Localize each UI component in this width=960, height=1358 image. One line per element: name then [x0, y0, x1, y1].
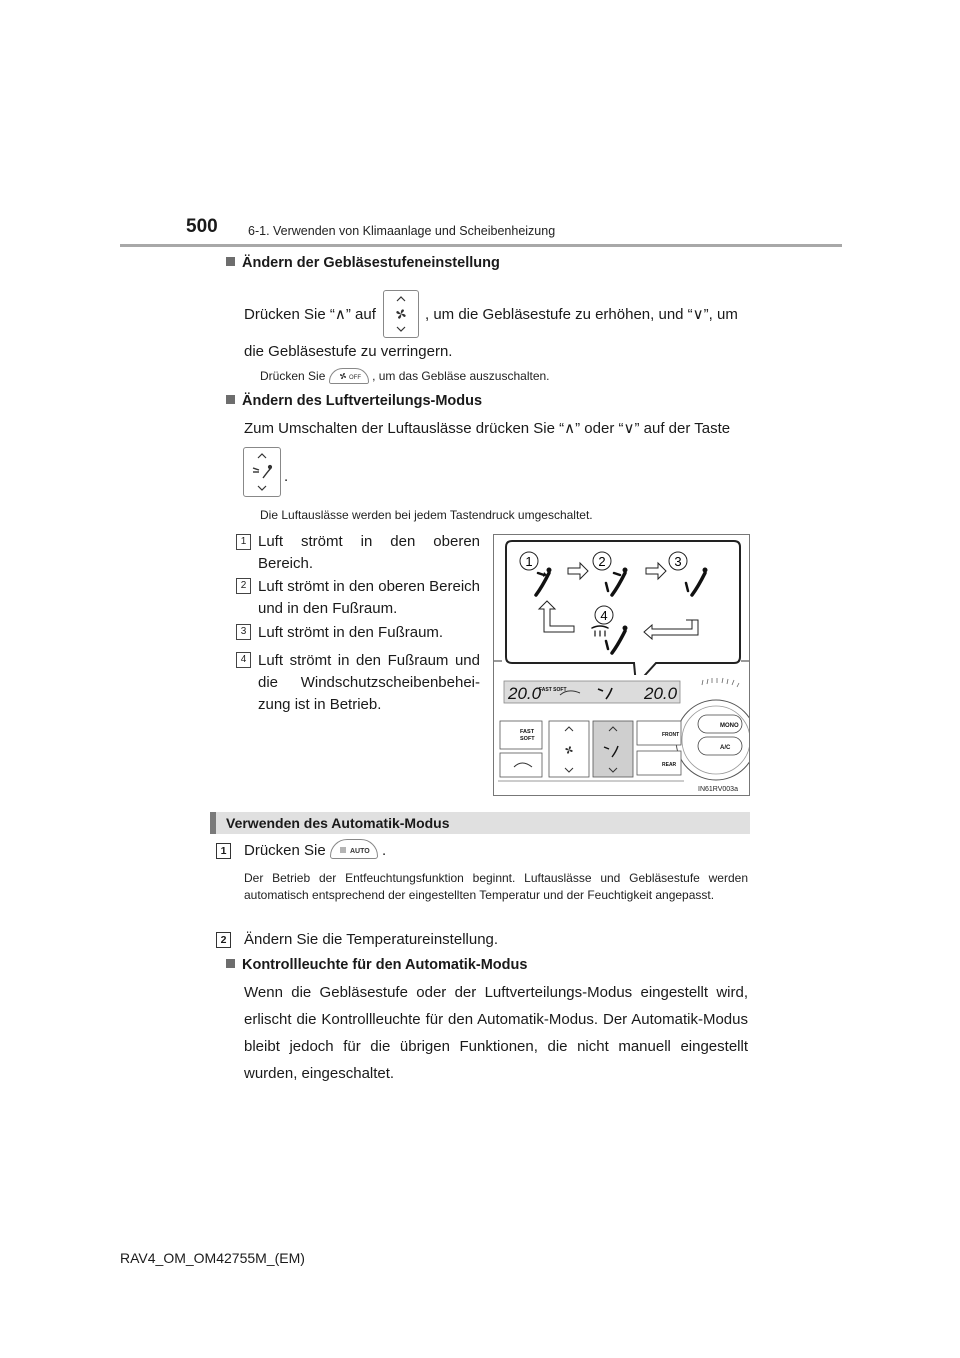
- fan-speed-button-image: [383, 290, 419, 338]
- svg-text:AUTO: AUTO: [349, 848, 370, 856]
- square-bullet-icon: [226, 395, 235, 404]
- step-2-number: 2: [216, 932, 231, 948]
- airflow-note: Die Luftauslässe werden bei jedem Tastendruck umgeschaltet.: [260, 508, 593, 522]
- airflow-mode-button: [593, 721, 633, 777]
- header-rule: [120, 244, 842, 247]
- temp-right: 20.0: [644, 684, 678, 703]
- recirculation-button: [500, 753, 542, 777]
- chevron-down-icon: [258, 486, 266, 490]
- step-1-number: 1: [216, 843, 231, 859]
- svg-text:A/C: A/C: [720, 745, 731, 751]
- airflow-icon: [253, 466, 271, 478]
- fan-instruction-line1-cont: , um die Gebläsestufe zu erhöhen, und “∨”, um: [425, 306, 738, 323]
- list-number-3: 3: [236, 624, 251, 640]
- indicator-text: Wenn die Gebläsestufe oder der Luftverteilungs-Modus eingestellt wird, erlischt die Kontrollleuchte für den Automatik-Modus. Der Automatik-Modus bleibt jedoch für die übrigen Funktionen, die nicht manuell eingestellt wurden, eingeschaltet.: [244, 984, 748, 1082]
- airflow-instruction-end: .: [284, 468, 289, 485]
- list-number-4: 4: [236, 652, 251, 668]
- auto-mode-banner: Verwenden des Automatik-Modus: [210, 812, 750, 834]
- climate-panel-figure: [493, 534, 750, 796]
- fan-instruction-line1: Drücken Sie “∧” auf: [244, 306, 376, 323]
- svg-text:REAR: REAR: [662, 762, 677, 768]
- fan-off-note: Drücken Sie OFF , um das Gebläse auszuschalten.: [260, 369, 550, 383]
- step-1-note: Der Betrieb der Entfeuchtungsfunktion beginnt. Luftauslässe und Gebläsestufe werden automatisch entsprechend der eingestellten Temperatur und der Feuchtigkeit angepasst.: [244, 871, 748, 902]
- page-number: 500: [186, 216, 218, 237]
- callout-bubble: [506, 541, 740, 685]
- temp-left: 20.0: [508, 684, 542, 703]
- off-label: OFF: [348, 374, 361, 381]
- square-bullet-icon: [226, 959, 235, 968]
- figure-code: IN61RV003a: [698, 786, 738, 793]
- svg-text:4: 4: [600, 608, 608, 623]
- list-item-2: Luft strömt in den oberen Bereich und in den Fußraum.: [258, 578, 480, 617]
- chevron-up-icon: [397, 297, 405, 301]
- list-number-2: 2: [236, 578, 251, 594]
- svg-text:MONO: MONO: [720, 723, 739, 729]
- airflow-instruction: Zum Umschalten der Luftauslässe drücken Sie “∧” oder “∨” auf der Taste: [244, 420, 731, 437]
- auto-indicator-icon: [340, 848, 346, 852]
- callout-4: [595, 606, 613, 624]
- svg-text:1: 1: [525, 554, 533, 569]
- list-number-1: 1: [236, 534, 251, 550]
- list-item-1: Luft strömt in den oberen Bereich.: [258, 533, 480, 572]
- step-2-text: Ändern Sie die Temperatureinstellung.: [244, 931, 499, 948]
- svg-text:3: 3: [674, 554, 682, 569]
- fan-off-button-image: [329, 368, 369, 384]
- svg-text:SOFT: SOFT: [520, 736, 535, 742]
- fan-icon: [396, 309, 405, 318]
- fast-soft-button: [500, 721, 542, 749]
- svg-text:2: 2: [598, 554, 606, 569]
- fan-instruction-line2: die Gebläsestufe zu verringern.: [244, 343, 453, 360]
- airflow-heading: Ändern des Luftverteilungs-Modus: [226, 393, 482, 409]
- step-1-text: Drücken Sie AUTO .: [244, 837, 386, 864]
- chevron-down-icon: [397, 327, 405, 331]
- callout-2: [593, 552, 611, 570]
- callout-1: [520, 552, 538, 570]
- list-item-4: Luft strömt in den Fußraum und die Windschutzscheibenbeheizung ist in Betrieb.: [258, 652, 480, 713]
- square-bullet-icon: [226, 257, 235, 266]
- callout-3: [669, 552, 687, 570]
- fan-heading: Ändern der Gebläsestufeneinstellung: [226, 255, 500, 271]
- fan-icon: [340, 373, 346, 379]
- list-item-3: Luft strömt in den Fußraum.: [258, 624, 444, 641]
- auto-button-image: [330, 839, 378, 859]
- svg-text:FRONT: FRONT: [662, 732, 680, 738]
- footer-doc-id: RAV4_OM_OM42755M_(EM): [120, 1250, 305, 1266]
- chevron-up-icon: [258, 454, 266, 458]
- airflow-mode-button-image: [243, 447, 281, 497]
- indicator-heading: Kontrollleuchte für den Automatik-Modus: [226, 957, 527, 973]
- section-title: 6-1. Verwenden von Klimaanlage und Scheibenheizung: [248, 224, 556, 238]
- svg-text:FAST: FAST: [520, 729, 535, 735]
- display-fast-soft: FAST SOFT: [539, 687, 567, 693]
